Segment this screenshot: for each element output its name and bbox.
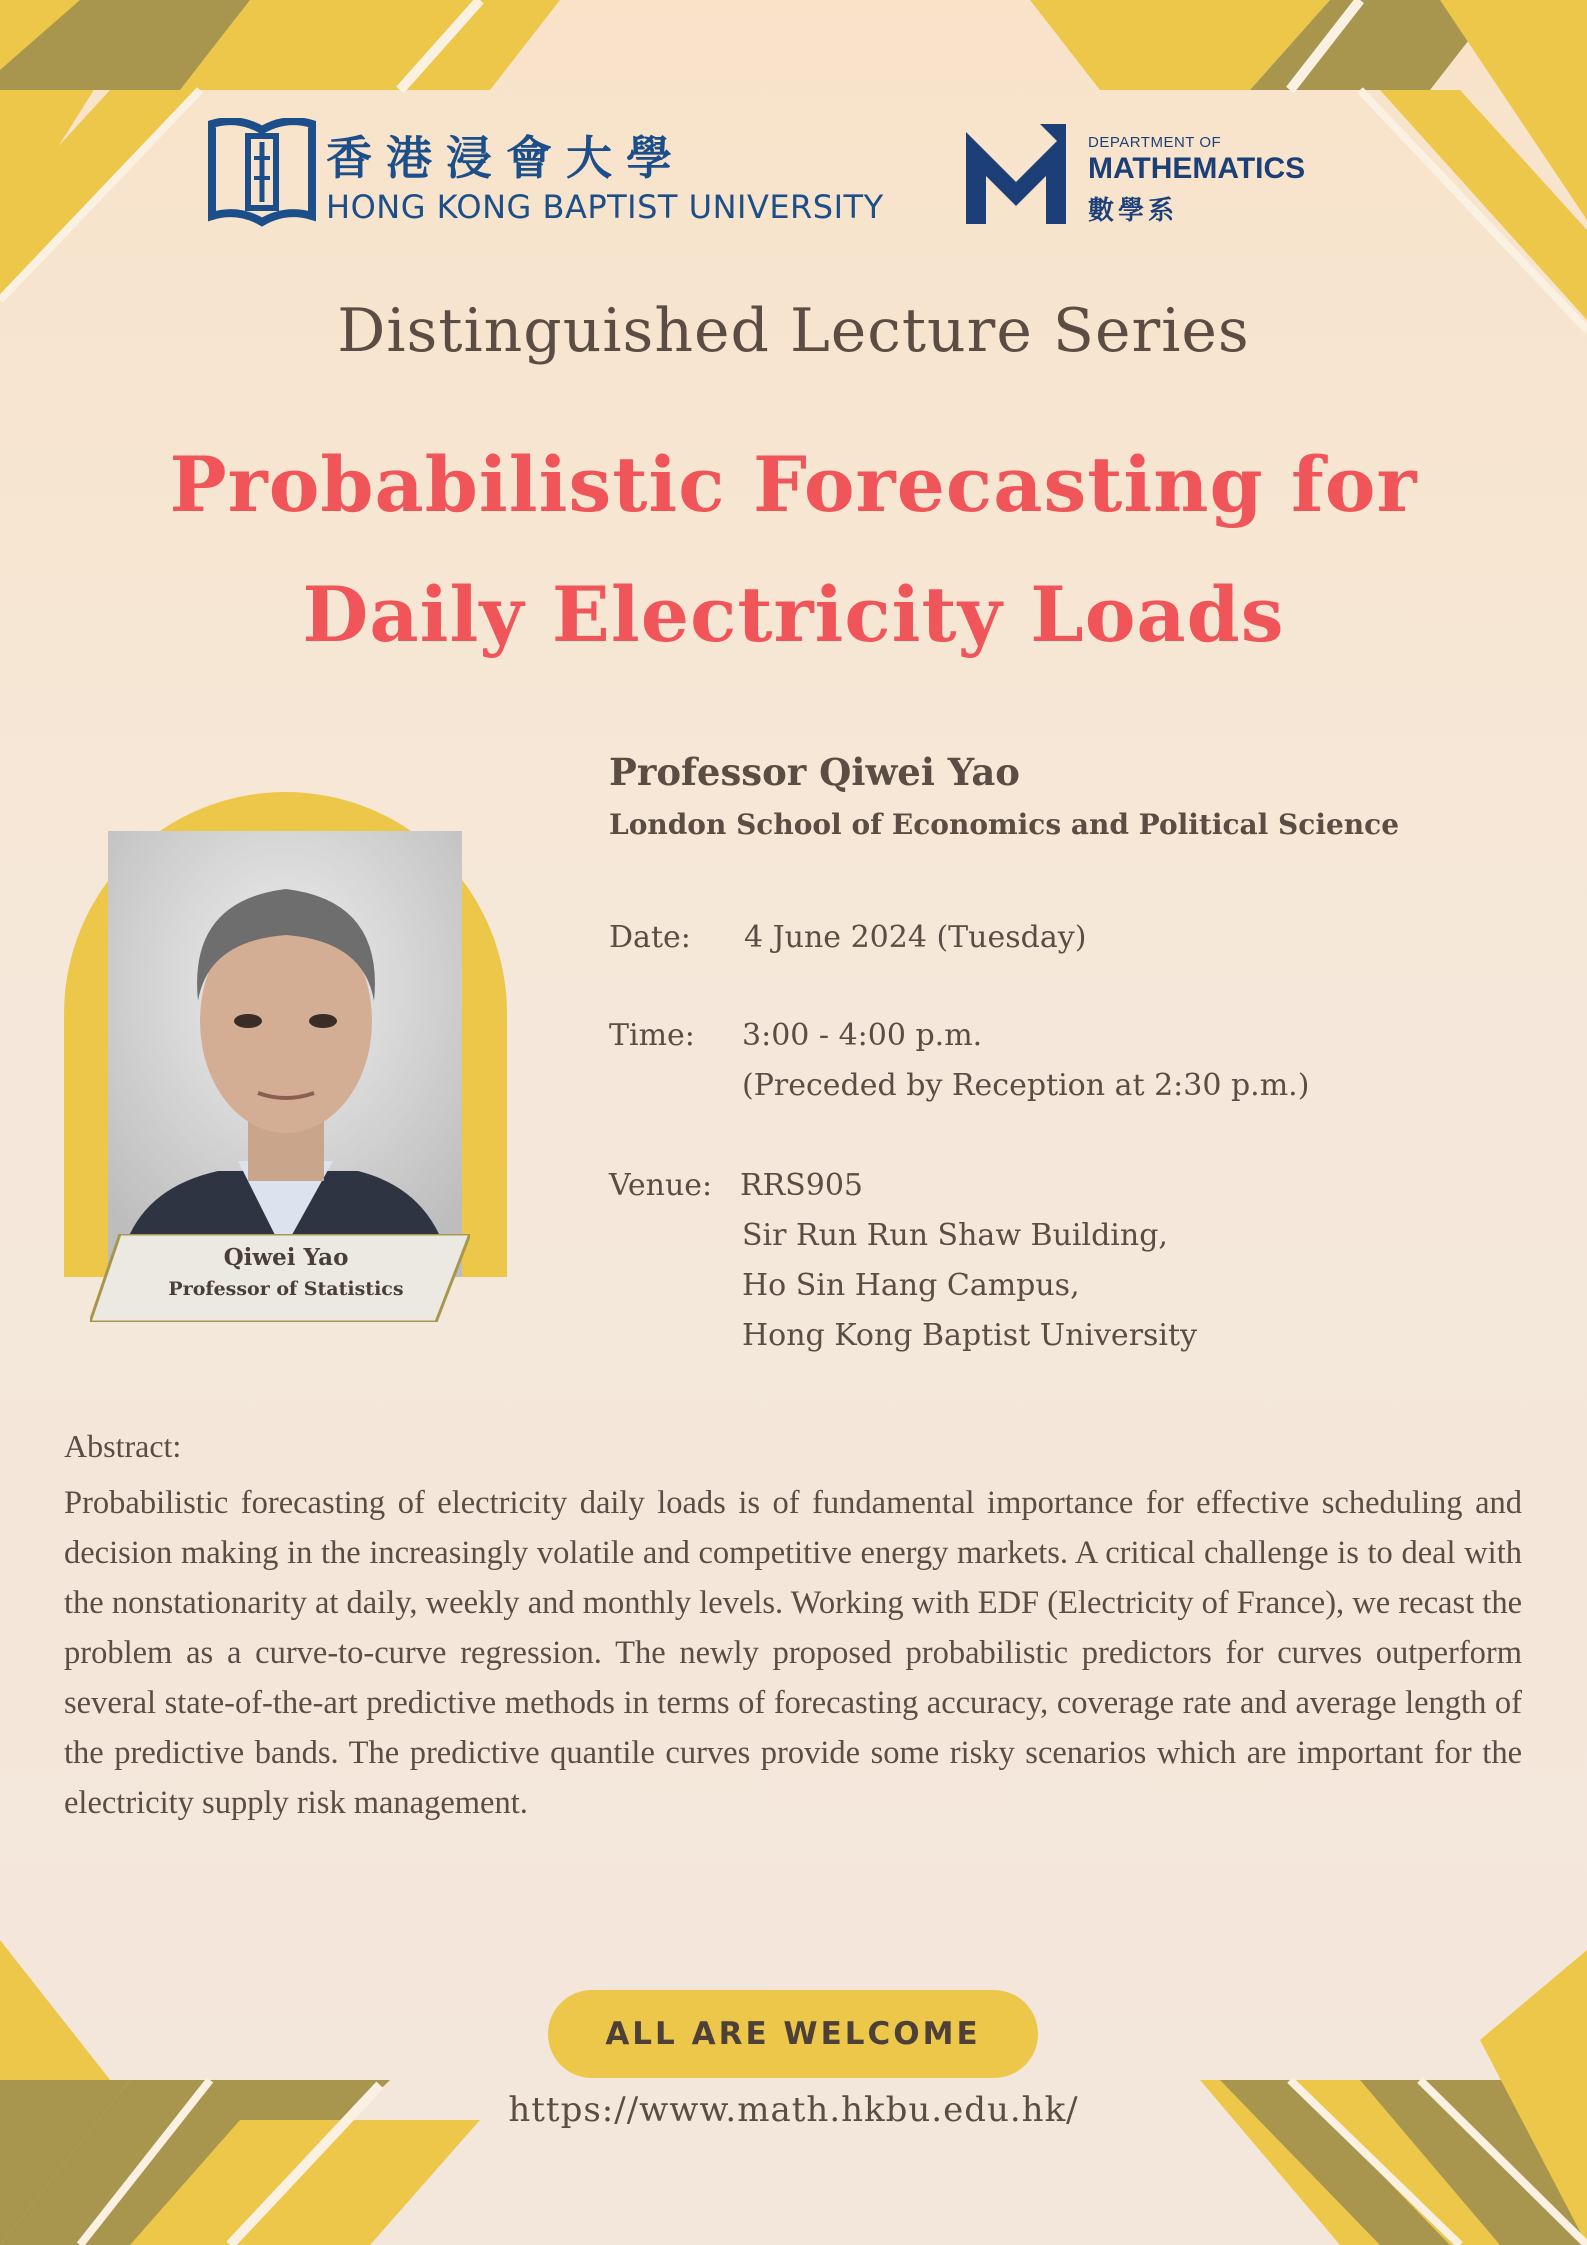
photo-caption-name: Qiwei Yao [223,1244,349,1271]
date-value: 4 June 2024 (Tuesday) [744,920,1087,955]
speaker-name: Professor Qiwei Yao [609,750,1020,794]
time-value: 3:00 - 4:00 p.m. [742,1018,983,1053]
speaker-affiliation: London School of Economics and Political Science [609,808,1400,841]
time-label: Time: [609,1018,695,1053]
all-are-welcome-badge: ALL ARE WELCOME [548,1990,1038,2078]
lecture-title-line2: Daily Electricity Loads [302,570,1285,659]
website-link[interactable]: https://www.math.hkbu.edu.hk/ [508,2090,1079,2130]
math-department-logo [962,124,1342,234]
venue-room: RRS905 [740,1168,863,1203]
m-emblem-icon [962,124,1072,230]
dept-label-zh: 數學系 [1088,196,1179,226]
time-note: (Preceded by Reception at 2:30 p.m.) [742,1068,1310,1103]
venue-campus: Ho Sin Hang Campus, [742,1268,1080,1303]
book-emblem-icon [208,118,316,232]
speaker-portrait-icon [108,831,462,1277]
series-title: Distinguished Lecture Series [337,296,1250,366]
lecture-title-line1: Probabilistic Forecasting for [169,440,1418,529]
hkbu-name-zh: 香港浸會大學 [326,131,686,185]
abstract-heading: Abstract: [64,1428,182,1464]
venue-label: Venue: [609,1168,713,1203]
hkbu-logo [208,118,884,238]
speaker-photo [108,831,462,1277]
venue-building: Sir Run Run Shaw Building, [742,1218,1168,1253]
abstract-body: Probabilistic forecasting of electricity daily loads is of fundamental importance for effective scheduling and decision making in the increasingly volatile and competitive energy markets. A critical challenge is to deal with the nonstationarity at daily, weekly and monthly levels. Working with EDF (Electricity of France), we recast the problem as a curve-to-curve regression. The newly proposed probabilistic predictors for curves outperform several state-of-the-art predictive methods in terms of forecasting accuracy, coverage rate and average length of the predictive bands. The predictive quantile curves provide some risky scenarios which are important for the electricity supply risk management. [64,1485,1522,1821]
dept-label-small: DEPARTMENT OF [1088,134,1222,151]
dept-label-big: MATHEMATICS [1088,152,1306,185]
date-label: Date: [609,920,691,955]
venue-university: Hong Kong Baptist University [742,1318,1198,1353]
photo-caption-role: Professor of Statistics [168,1278,404,1300]
hkbu-name-en: HONG KONG BAPTIST UNIVERSITY [326,188,884,226]
